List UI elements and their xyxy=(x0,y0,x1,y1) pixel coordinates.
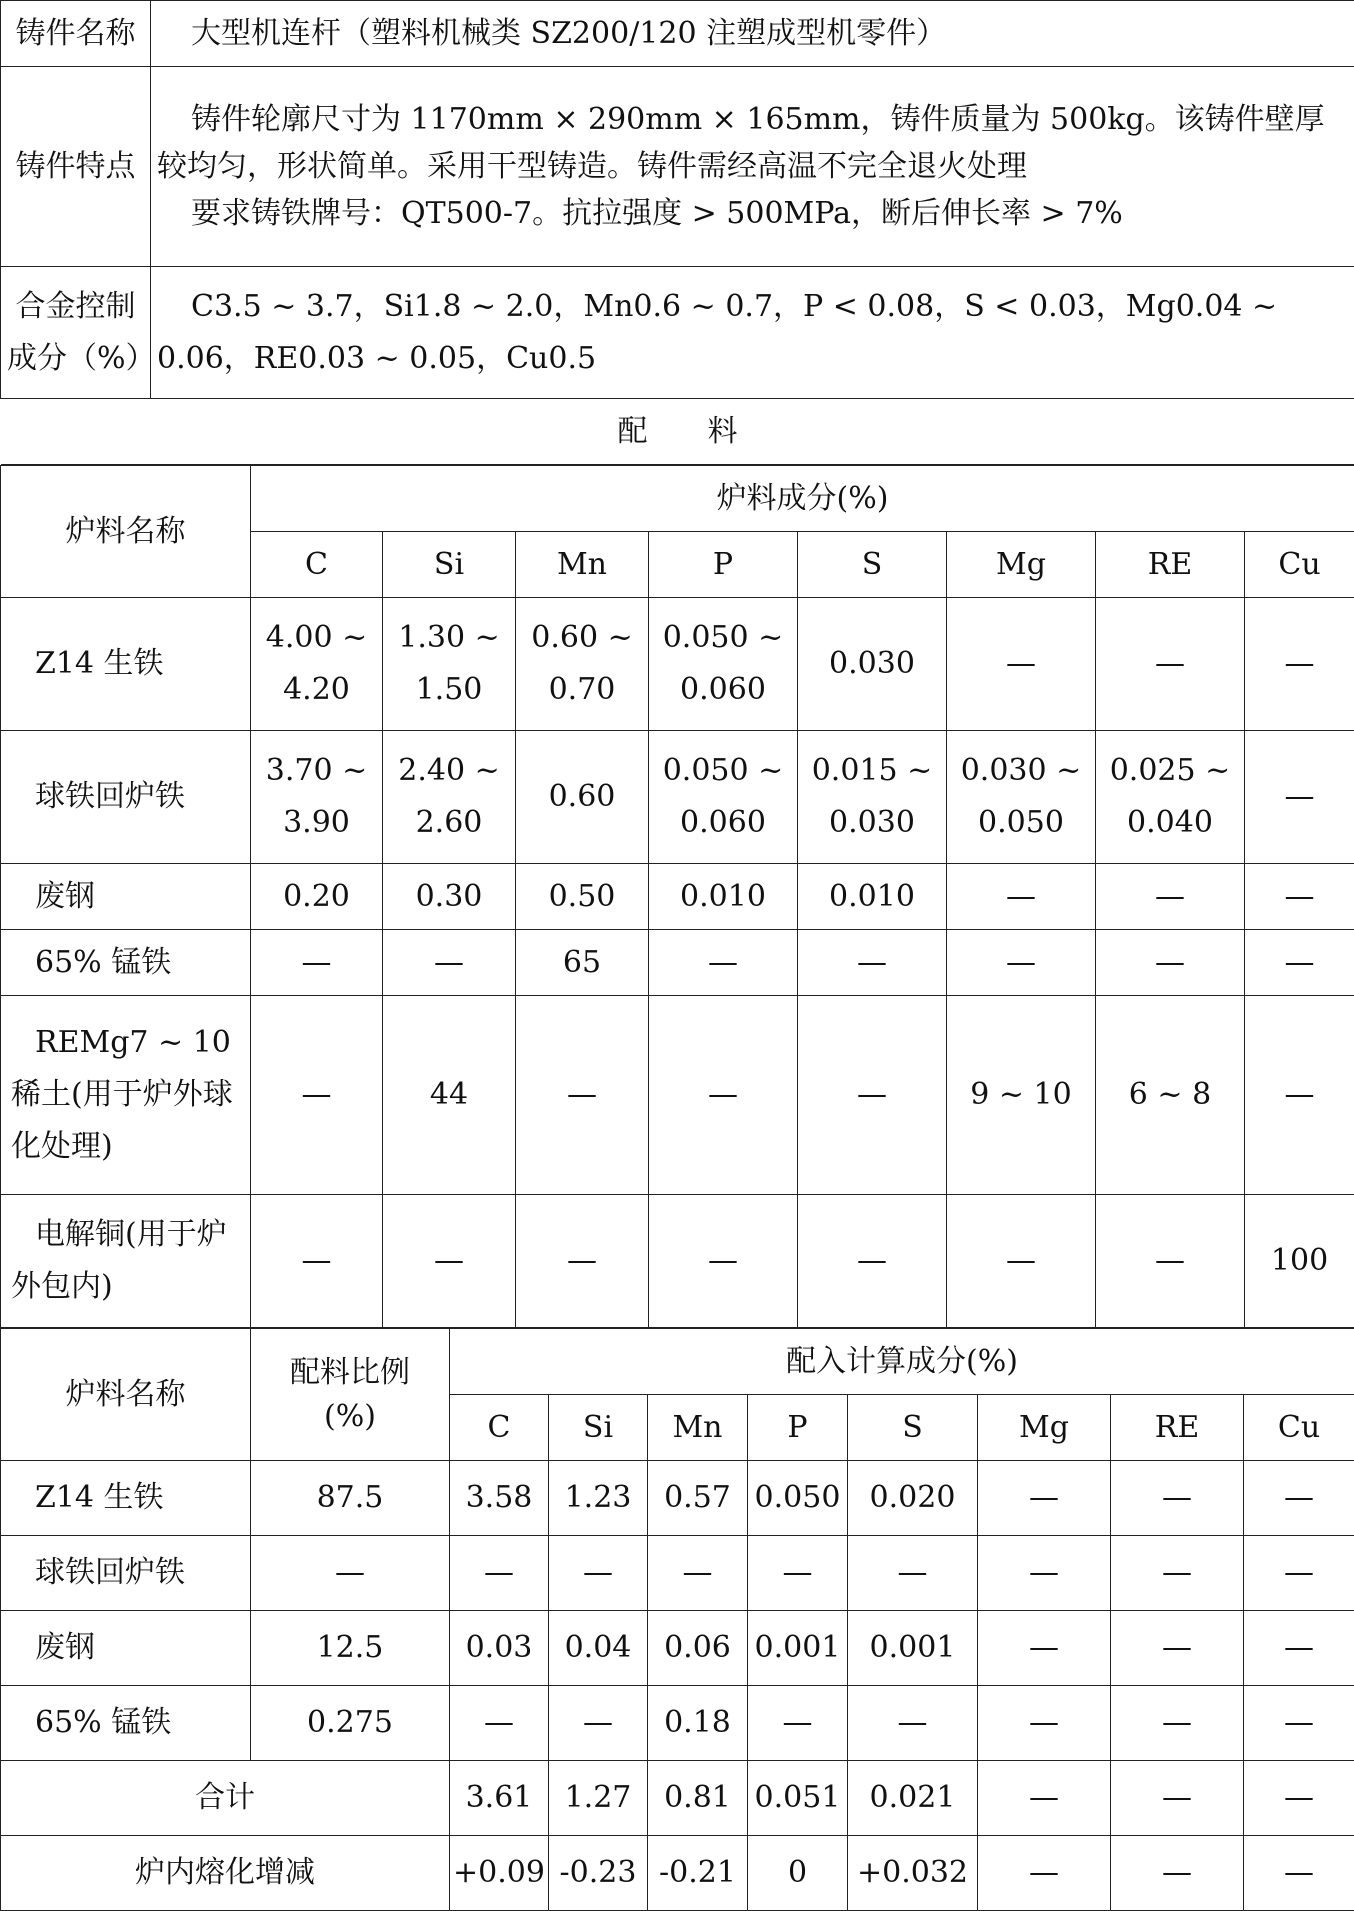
calc-material-name: 65% 锰铁 xyxy=(1,1686,251,1761)
element-header-re: RE xyxy=(1111,1395,1244,1461)
calc-total-value-cu: — xyxy=(1244,1761,1354,1836)
calc-ratio-header: 配料比例(%) xyxy=(251,1329,450,1461)
charge-value-cu: — xyxy=(1245,864,1354,930)
table-row xyxy=(1,598,1354,731)
calc-total-value-s: 0.021 xyxy=(848,1761,978,1836)
calc-value-mn: 0.18 xyxy=(648,1686,748,1761)
calc-value-c: — xyxy=(450,1686,549,1761)
calc-name-header: 炉料名称 xyxy=(1,1329,251,1461)
table-row-total xyxy=(1,1761,1354,1836)
info-row-name xyxy=(1,1,1354,67)
charge-value-mn: — xyxy=(516,996,649,1195)
calc-ratio-value: 0.275 xyxy=(251,1686,450,1761)
charge-value-si: — xyxy=(383,1195,516,1328)
charge-value-re: — xyxy=(1096,930,1245,996)
table-row xyxy=(1,864,1354,930)
charge-value-si: 44 xyxy=(383,996,516,1195)
calc-material-name: 废钢 xyxy=(1,1611,251,1686)
charge-comp-header: 炉料成分(%) xyxy=(251,466,1354,532)
charge-value-mg: — xyxy=(947,598,1096,731)
calc-value-c: — xyxy=(450,1536,549,1611)
casting-name-label: 铸件名称 xyxy=(1,1,151,67)
calc-total-value-p: 0.051 xyxy=(748,1761,848,1836)
calc-melt-value-p: 0 xyxy=(748,1836,848,1911)
table-row-melt xyxy=(1,1836,1354,1911)
charge-value-p: 0.050 ~ 0.060 xyxy=(649,598,798,731)
element-header-c: C xyxy=(251,532,383,598)
calc-value-s: 0.001 xyxy=(848,1611,978,1686)
charge-value-mg: 0.030 ~ 0.050 xyxy=(947,731,1096,864)
calc-value-mg: — xyxy=(978,1536,1111,1611)
charge-composition-table xyxy=(0,465,1354,1328)
calc-value-p: 0.001 xyxy=(748,1611,848,1686)
calc-total-label: 合计 xyxy=(1,1761,450,1836)
charge-value-s: — xyxy=(798,996,947,1195)
element-header-s: S xyxy=(798,532,947,598)
section-title: 配 料 xyxy=(1,399,1354,465)
calc-value-p: — xyxy=(748,1686,848,1761)
calc-total-value-c: 3.61 xyxy=(450,1761,549,1836)
charge-value-c: — xyxy=(251,996,383,1195)
calc-comp-header: 配入计算成分(%) xyxy=(450,1329,1354,1395)
charge-value-mn: 0.60 xyxy=(516,731,649,864)
charge-value-s: 0.010 xyxy=(798,864,947,930)
table-row xyxy=(1,1536,1354,1611)
charge-value-si: 0.30 xyxy=(383,864,516,930)
charge-value-mn: — xyxy=(516,1195,649,1328)
charge-value-p: — xyxy=(649,996,798,1195)
charge-value-mg: 9 ~ 10 xyxy=(947,996,1096,1195)
calc-ratio-value: — xyxy=(251,1536,450,1611)
charge-value-cu: — xyxy=(1245,996,1354,1195)
charge-value-cu: — xyxy=(1245,930,1354,996)
casting-name-value: 大型机连杆（塑料机械类 SZ200/120 注塑成型机零件） xyxy=(151,1,1354,67)
table-row xyxy=(1,1195,1354,1328)
charge-value-re: 0.025 ~ 0.040 xyxy=(1096,731,1245,864)
charge-value-s: — xyxy=(798,1195,947,1328)
calc-value-cu: — xyxy=(1244,1536,1354,1611)
charge-name-header: 炉料名称 xyxy=(1,466,251,598)
calc-value-re: — xyxy=(1111,1461,1244,1536)
charge-material-name: 电解铜(用于炉外包内) xyxy=(1,1195,251,1328)
alloy-value: C3.5 ~ 3.7，Si1.8 ~ 2.0，Mn0.6 ~ 0.7，P < 0.08，S < 0.03，Mg0.04 ~ 0.06，RE0.03 ~ 0.05，Cu0.5 xyxy=(151,267,1354,399)
calc-total-value-si: 1.27 xyxy=(549,1761,648,1836)
charge-value-re: 6 ~ 8 xyxy=(1096,996,1245,1195)
charge-value-s: 0.030 xyxy=(798,598,947,731)
charge-value-p: — xyxy=(649,1195,798,1328)
element-header-mg: Mg xyxy=(947,532,1096,598)
charge-value-c: — xyxy=(251,1195,383,1328)
calc-value-re: — xyxy=(1111,1686,1244,1761)
calc-total-value-mg: — xyxy=(978,1761,1111,1836)
charge-value-mn: 0.50 xyxy=(516,864,649,930)
table-row xyxy=(1,1461,1354,1536)
casting-feature-label: 铸件特点 xyxy=(1,67,151,267)
casting-info-table xyxy=(0,0,1354,465)
calc-melt-value-c: +0.09 xyxy=(450,1836,549,1911)
calc-value-si: — xyxy=(549,1686,648,1761)
calc-value-mn: — xyxy=(648,1536,748,1611)
charge-value-re: — xyxy=(1096,598,1245,731)
element-header-si: Si xyxy=(549,1395,648,1461)
charge-value-mg: — xyxy=(947,930,1096,996)
charge-material-name: Z14 生铁 xyxy=(1,598,251,731)
charge-value-c: 4.00 ~ 4.20 xyxy=(251,598,383,731)
calc-material-name: 球铁回炉铁 xyxy=(1,1536,251,1611)
element-header-p: P xyxy=(748,1395,848,1461)
calc-value-cu: — xyxy=(1244,1461,1354,1536)
charge-value-c: 3.70 ~ 3.90 xyxy=(251,731,383,864)
element-header-s: S xyxy=(848,1395,978,1461)
calc-value-s: 0.020 xyxy=(848,1461,978,1536)
calc-ratio-value: 87.5 xyxy=(251,1461,450,1536)
feature-line-1: 铸件轮廓尺寸为 1170mm × 290mm × 165mm，铸件质量为 500kg。该铸件壁厚较均匀，形状简单。采用干型铸造。铸件需经高温不完全退火处理 xyxy=(157,96,1348,190)
calc-value-cu: — xyxy=(1244,1686,1354,1761)
calc-composition-table xyxy=(0,1328,1354,1911)
charge-value-re: — xyxy=(1096,864,1245,930)
calc-melt-value-si: -0.23 xyxy=(549,1836,648,1911)
calc-value-mn: 0.57 xyxy=(648,1461,748,1536)
calc-material-name: Z14 生铁 xyxy=(1,1461,251,1536)
charge-value-cu: — xyxy=(1245,598,1354,731)
calc-total-value-re: — xyxy=(1111,1761,1244,1836)
charge-value-s: — xyxy=(798,930,947,996)
calc-value-mg: — xyxy=(978,1611,1111,1686)
calc-value-p: 0.050 xyxy=(748,1461,848,1536)
table-row xyxy=(1,930,1354,996)
calc-melt-value-s: +0.032 xyxy=(848,1836,978,1911)
table-row xyxy=(1,731,1354,864)
section-title-row xyxy=(1,399,1354,465)
charge-value-p: 0.010 xyxy=(649,864,798,930)
charge-value-cu: 100 xyxy=(1245,1195,1354,1328)
charge-material-name: 65% 锰铁 xyxy=(1,930,251,996)
calc-value-si: 0.04 xyxy=(549,1611,648,1686)
charge-material-name: 废钢 xyxy=(1,864,251,930)
calc-value-mn: 0.06 xyxy=(648,1611,748,1686)
charge-material-name: 球铁回炉铁 xyxy=(1,731,251,864)
table-row xyxy=(1,1611,1354,1686)
calc-value-s: — xyxy=(848,1536,978,1611)
element-header-p: P xyxy=(649,532,798,598)
calc-total-value-mn: 0.81 xyxy=(648,1761,748,1836)
calc-melt-value-mn: -0.21 xyxy=(648,1836,748,1911)
calc-value-re: — xyxy=(1111,1611,1244,1686)
calc-value-cu: — xyxy=(1244,1611,1354,1686)
casting-feature-value xyxy=(151,67,1354,267)
info-row-alloy xyxy=(1,267,1354,399)
calc-value-p: — xyxy=(748,1536,848,1611)
element-header-re: RE xyxy=(1096,532,1245,598)
calc-melt-value-mg: — xyxy=(978,1836,1111,1911)
calc-melt-value-re: — xyxy=(1111,1836,1244,1911)
charge-value-mg: — xyxy=(947,864,1096,930)
charge-value-mg: — xyxy=(947,1195,1096,1328)
calc-value-re: — xyxy=(1111,1536,1244,1611)
element-header-si: Si xyxy=(383,532,516,598)
element-header-mg: Mg xyxy=(978,1395,1111,1461)
calc-value-si: — xyxy=(549,1536,648,1611)
calc-ratio-value: 12.5 xyxy=(251,1611,450,1686)
calc-melt-label: 炉内熔化增减 xyxy=(1,1836,450,1911)
charge-value-mn: 65 xyxy=(516,930,649,996)
charge-value-c: 0.20 xyxy=(251,864,383,930)
charge-value-cu: — xyxy=(1245,731,1354,864)
charge-value-c: — xyxy=(251,930,383,996)
calc-value-si: 1.23 xyxy=(549,1461,648,1536)
table-row xyxy=(1,996,1354,1195)
calc-melt-value-cu: — xyxy=(1244,1836,1354,1911)
table-row xyxy=(1,1686,1354,1761)
element-header-c: C xyxy=(450,1395,549,1461)
info-row-features xyxy=(1,67,1354,267)
feature-line-2: 要求铸铁牌号：QT500-7。抗拉强度 > 500MPa，断后伸长率 > 7% xyxy=(157,190,1348,237)
charge-value-si: 1.30 ~ 1.50 xyxy=(383,598,516,731)
element-header-cu: Cu xyxy=(1244,1395,1354,1461)
charge-material-name: REMg7 ~ 10 稀土(用于炉外球化处理) xyxy=(1,996,251,1195)
charge-value-si: — xyxy=(383,930,516,996)
charge-value-mn: 0.60 ~ 0.70 xyxy=(516,598,649,731)
calc-value-c: 0.03 xyxy=(450,1611,549,1686)
calc-value-mg: — xyxy=(978,1461,1111,1536)
element-header-mn: Mn xyxy=(516,532,649,598)
element-header-mn: Mn xyxy=(648,1395,748,1461)
charge-value-p: — xyxy=(649,930,798,996)
element-header-cu: Cu xyxy=(1245,532,1354,598)
calc-value-c: 3.58 xyxy=(450,1461,549,1536)
calc-value-s: — xyxy=(848,1686,978,1761)
charge-value-p: 0.050 ~ 0.060 xyxy=(649,731,798,864)
alloy-label: 合金控制成分（%） xyxy=(1,267,151,399)
charge-value-si: 2.40 ~ 2.60 xyxy=(383,731,516,864)
charge-value-re: — xyxy=(1096,1195,1245,1328)
charge-value-s: 0.015 ~ 0.030 xyxy=(798,731,947,864)
calc-value-mg: — xyxy=(978,1686,1111,1761)
